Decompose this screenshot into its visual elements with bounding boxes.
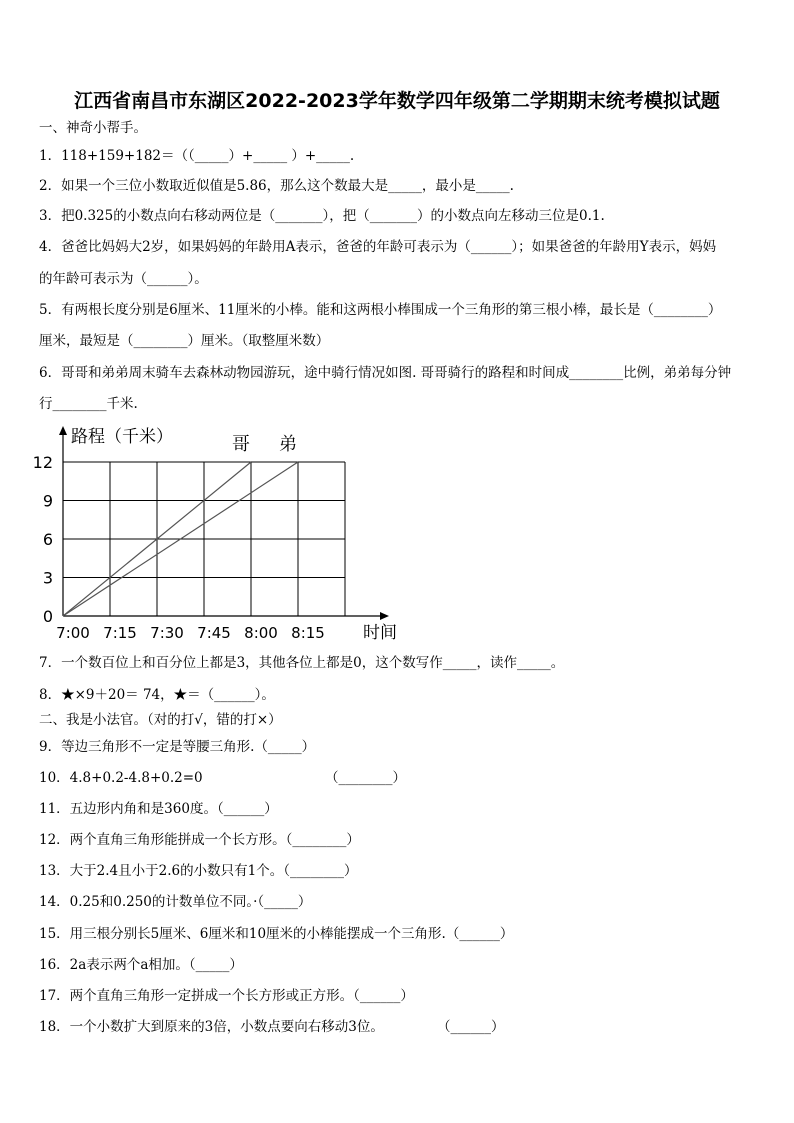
question-9: 9．等边三角形不一定是等腰三角形.（_____） [39, 739, 316, 755]
question-14: 14．0.25和0.250的计数单位不同。·（_____） [39, 894, 312, 910]
question-16: 16．2a表示两个a相加。（_____） [39, 957, 243, 973]
y-tick-label-12: 12 [32, 453, 53, 472]
x-tick-label-4: 8:00 [244, 624, 278, 642]
question-17: 17．两个直角三角形一定拼成一个长方形或正方形。（______） [39, 988, 414, 1004]
distance-time-chart [28, 424, 397, 646]
question-11: 11．五边形内角和是360度。（______） [39, 801, 278, 817]
question-6-line-1: 6．哥哥和弟弟周末骑车去森林动物园游玩，途中骑行情况如图. 哥哥骑行的路程和时间成________比例，弟弟每分钟 [39, 365, 732, 381]
series-label-1: 哥 [232, 434, 250, 455]
x-tick-label-5: 8:15 [291, 624, 325, 642]
question-5-line-2: 厘米，最短是（________）厘米。（取整厘米数） [39, 333, 330, 349]
x-axis-title: 时间 [363, 623, 397, 643]
question-12: 12．两个直角三角形能拼成一个长方形。（________） [39, 832, 360, 848]
question-2: 2．如果一个三位小数取近似值是5.86，那么这个数最大是_____，最小是_____. [39, 178, 514, 194]
question-4-line-1: 4．爸爸比妈妈大2岁，如果妈妈的年龄用A表示，爸爸的年龄可表示为（______）；如果爸爸的年龄用Y表示，妈妈 [39, 239, 717, 255]
y-tick-label-0: 0 [42, 607, 53, 626]
y-axis-arrow [59, 426, 67, 435]
y-tick-label-3: 3 [42, 568, 53, 588]
question-3: 3．把0.325的小数点向右移动两位是（_______），把（_______）的小数点向左移动三位是0.1. [39, 208, 605, 224]
question-8: 8．★×9＋20＝ 74，★＝（______）。 [39, 687, 275, 703]
section-heading-2: 二、我是小法官。（对的打√，错的打×） [39, 712, 282, 728]
question-13: 13．大于2.4且小于2.6的小数只有1个。（________） [39, 863, 358, 879]
chart-labels [33, 427, 397, 643]
series-label-2: 弟 [279, 434, 297, 455]
x-axis-arrow [380, 612, 389, 620]
x-tick-label-0: 7:00 [56, 624, 90, 642]
x-tick-label-1: 7:15 [103, 624, 137, 642]
question-18-answer-blank: （______） [437, 1019, 505, 1035]
question-1: 1．118+159+182＝（（_____）+_____ ）+_____. [39, 148, 355, 164]
question-10-answer-blank: （________） [325, 770, 406, 786]
x-tick-label-3: 7:45 [197, 624, 231, 642]
chart-grid [63, 462, 345, 616]
y-axis-title: 路程（千米） [71, 427, 173, 447]
question-4-line-2: 的年龄可表示为（______）。 [39, 271, 208, 287]
x-tick-label-2: 7:30 [150, 624, 184, 642]
question-18: 18．一个小数扩大到原来的3倍，小数点要向右移动3位。 [39, 1019, 384, 1035]
y-tick-label-9: 9 [42, 491, 53, 511]
y-tick-label-6: 6 [42, 530, 53, 549]
question-15: 15．用三根分别长5厘米、6厘米和10厘米的小棒能摆成一个三角形.（______） [39, 926, 514, 942]
chart-axes [59, 426, 389, 620]
section-heading-1: 一、神奇小帮手。 [39, 120, 147, 136]
question-6-line-2: 行________千米. [39, 396, 138, 412]
question-5-line-1: 5．有两根长度分别是6厘米、11厘米的小棒。能和这两根小棒围成一个三角形的第三根小棒，最长是（________） [39, 302, 722, 318]
page-title: 江西省南昌市东湖区2022-2023学年数学四年级第二学期期末统考模拟试题 [74, 90, 720, 112]
question-7: 7．一个数百位上和百分位上都是3，其他各位上都是0，这个数写作_____，读作_____。 [39, 655, 565, 671]
question-10: 10．4.8+0.2-4.8+0.2=0 [39, 770, 203, 786]
